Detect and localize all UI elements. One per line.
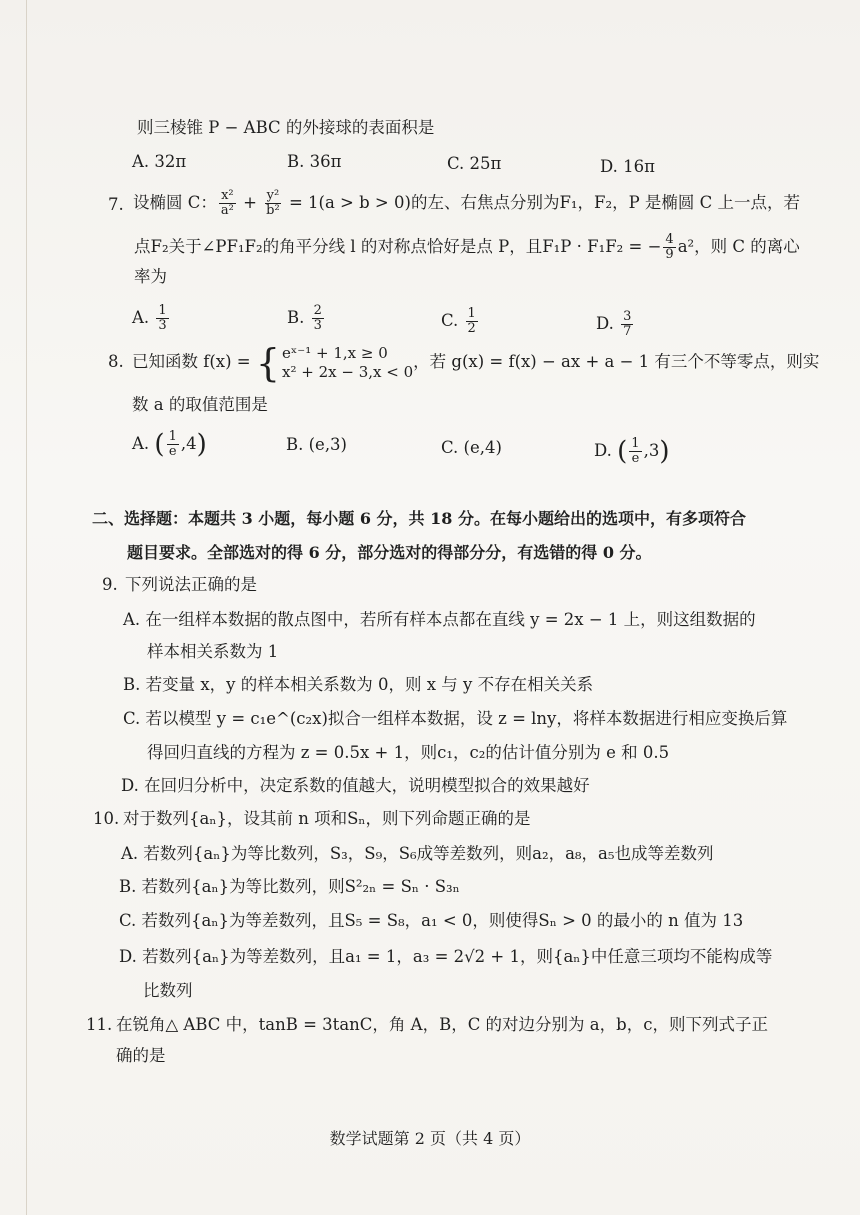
q8-number: 8.	[108, 352, 124, 371]
q7-frac-4-9: $\frac{4}{9}$	[665, 232, 674, 262]
q10-number: 10.	[93, 809, 120, 828]
q9-option-c-line1: C. 若以模型 y = c₁e^(c₂x)拟合一组样本数据，设 z = lny，将样本数据进行相应变换后算	[123, 709, 788, 728]
q8-piece-1: eˣ⁻¹ + 1,x ≥ 0	[282, 343, 388, 362]
q8-line2: 数 a 的取值范围是	[132, 395, 268, 414]
q8-option-b: B. (e,3)	[286, 435, 347, 454]
q10-option-b: B. 若数列{aₙ}为等比数列，则S²₂ₙ = Sₙ · S₃ₙ	[119, 877, 460, 896]
q7-number: 7.	[108, 195, 124, 214]
q8-option-a: A. ( $\frac{1}{e}$ ,4)	[132, 429, 207, 460]
q11-line2: 确的是	[116, 1046, 166, 1065]
q7-line2	[134, 232, 800, 262]
q6-tail-text: 则三棱锥 P − ABC 的外接球的表面积是	[137, 118, 435, 137]
q9-stem: 下列说法正确的是	[125, 575, 257, 594]
q9-number: 9.	[102, 575, 118, 594]
q8-option-c: C. (e,4)	[441, 438, 502, 457]
q7-line2-end: a²，则 C 的离心	[677, 237, 800, 256]
q11-line1: 在锐角△ ABC 中，tanB = 3tanC，角 A，B，C 的对边分别为 a，b，c，则下列式子正	[116, 1015, 768, 1034]
q8-line1-suffix: ，若 g(x) = f(x) − ax + a − 1 有三个不等零点，则实	[413, 352, 820, 371]
q7-option-c: C. $\frac{1}{2}$	[441, 306, 476, 336]
q10-option-a: A. 若数列{aₙ}为等比数列，S₃，S₉，S₆成等差数列，则a₂，a₈，a₅也成等差数列	[121, 844, 714, 863]
q6-option-d: D. 16π	[600, 157, 655, 176]
q10-stem: 对于数列{aₙ}，设其前 n 项和Sₙ，则下列命题正确的是	[123, 809, 531, 828]
q6-option-c: C. 25π	[447, 154, 502, 173]
q8-piecewise: { eˣ⁻¹ + 1,x ≥ 0 x² + 2x − 3,x < 0	[255, 340, 414, 385]
q8-option-d: D. ( $\frac{1}{e}$ ,3)	[594, 436, 670, 467]
q9-option-a-line1: A. 在一组样本数据的散点图中，若所有样本点都在直线 y = 2x − 1 上，则这组数据的	[123, 610, 756, 629]
q10-option-d-line2: 比数列	[143, 981, 193, 1000]
q9-option-b: B. 若变量 x，y 的样本相关系数为 0，则 x 与 y 不存在相关关系	[123, 675, 594, 694]
q6-option-a: A. 32π	[132, 152, 187, 171]
q10-option-d-line1: D. 若数列{aₙ}为等差数列，且a₁ = 1，a₃ = 2√2 + 1，则{aₙ}中任意三项均不能构成等	[119, 947, 773, 966]
q7-line1: 设椭圆 C： $\frac{\text{x²}}{\text{a²}}$ + $\frac{\text{y²}}{\text{b²}}$ = 1(a > b > 0)的左、右焦点分别为F₁，F₂，P 是椭圆 C 上一点，若	[133, 188, 801, 218]
page-edge-line	[26, 0, 27, 1215]
q7-frac-x: $\frac{\text{x²}}{\text{a²}}$	[220, 188, 234, 218]
q7-line1-prefix: 设椭圆 C：	[133, 193, 217, 212]
q7-frac-y: $\frac{\text{y²}}{\text{b²}}$	[266, 188, 280, 218]
q7-option-d: D. $\frac{3}{7}$	[596, 309, 632, 339]
q10-option-c: C. 若数列{aₙ}为等差数列，且S₅ = S₈，a₁ < 0，则使得Sₙ > 0 的最小的 n 值为 13	[119, 911, 744, 930]
page-footer: 数学试题第 2 页（共 4 页）	[329, 1129, 531, 1148]
q7-line1-suffix: 的左、右焦点分别为F₁，F₂，P 是椭圆 C 上一点，若	[410, 193, 801, 212]
q7-line3: 率为	[134, 267, 167, 286]
q8-line1	[132, 340, 819, 384]
q9-option-a-line2: 样本相关系数为 1	[147, 642, 279, 661]
q7-ellipse-eq: = 1(a > b > 0)	[288, 193, 411, 212]
q8-piece-2: x² + 2x − 3,x < 0	[282, 362, 414, 381]
q7-line2-text: 点F₂关于∠PF₁F₂的角平分线 l 的对称点恰好是点 P，且F₁P · F₁F₂ = −	[134, 237, 662, 256]
q8-line1-prefix: 已知函数 f(x) =	[132, 352, 251, 371]
section2-heading-line1: 二、选择题：本题共 3 小题，每小题 6 分，共 18 分。在每小题给出的选项中，有多项符合	[92, 509, 746, 528]
q7-option-b: B. $\frac{2}{3}$	[287, 303, 322, 333]
section2-heading-line2: 题目要求。全部选对的得 6 分，部分选对的得部分分，有选错的得 0 分。	[127, 543, 652, 562]
q11-number: 11.	[86, 1015, 113, 1034]
q7-option-a: A. $\frac{1}{3}$	[132, 303, 167, 333]
q9-option-d: D. 在回归分析中，决定系数的值越大，说明模型拟合的效果越好	[121, 776, 590, 795]
q9-option-c-line2: 得回归直线的方程为 z = 0.5x + 1，则c₁，c₂的估计值分别为 e 和 0.5	[147, 743, 670, 762]
q6-option-b: B. 36π	[287, 152, 342, 171]
